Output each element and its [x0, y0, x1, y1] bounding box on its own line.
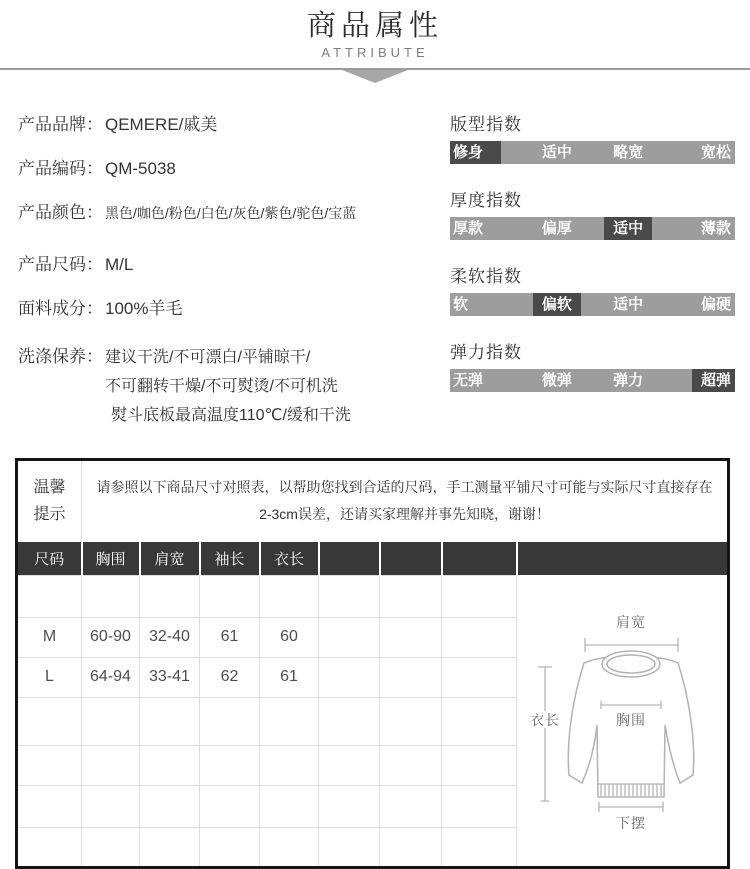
cell: 61	[260, 657, 319, 697]
cell: 60-90	[82, 617, 140, 657]
field-value: 100%羊毛	[105, 299, 183, 318]
cell	[82, 827, 140, 867]
index-option: 超弹	[692, 369, 735, 392]
field-colors	[18, 203, 450, 223]
cell	[442, 697, 517, 745]
field-label: 产品尺码：	[18, 255, 103, 274]
cell	[17, 697, 82, 745]
notice-label-line: 提示	[33, 506, 66, 524]
index-option: 微弹	[541, 372, 572, 389]
care-line: 建议干洗/不可漂白/平铺晾干/	[105, 349, 311, 366]
shoulder-measure-line	[585, 638, 678, 652]
cell	[200, 575, 260, 617]
table-header-row	[17, 542, 729, 576]
cell: L	[17, 657, 82, 697]
section-header	[0, 0, 750, 83]
cell	[319, 697, 380, 745]
cell: 60	[260, 617, 319, 657]
cell	[82, 745, 140, 785]
care-line: 熨斗底板最高温度110℃/缓和干洗	[111, 407, 351, 424]
cell	[380, 827, 442, 867]
index-bar	[450, 369, 735, 392]
cell	[140, 575, 200, 617]
cell: 62	[200, 657, 260, 697]
field-value: 黑色/咖色/粉色/白色/灰色/紫色/驼色/宝蓝	[105, 205, 357, 221]
cell	[319, 785, 380, 827]
cell	[17, 745, 82, 785]
column-header: 胸围	[82, 542, 140, 576]
index-option: 薄款	[700, 220, 731, 237]
cell	[200, 697, 260, 745]
product-info-panel	[18, 115, 450, 454]
length-measure-line	[538, 667, 552, 801]
field-brand	[18, 115, 450, 135]
cell	[82, 785, 140, 827]
cell: 33-41	[140, 657, 200, 697]
field-value: M/L	[105, 255, 134, 274]
column-header: 衣长	[260, 542, 319, 576]
size-chart-table	[15, 458, 730, 869]
field-code	[18, 159, 450, 179]
index-title: 厚度指数	[450, 191, 522, 210]
index-option: 弹力	[613, 372, 644, 389]
field-label: 洗涤保养：	[18, 347, 103, 366]
field-label: 产品颜色：	[18, 203, 103, 222]
cell	[260, 575, 319, 617]
diagram-label-bust: 胸围	[616, 712, 646, 729]
cell	[140, 827, 200, 867]
field-label: 产品品牌：	[18, 115, 103, 134]
cell: 61	[200, 617, 260, 657]
cell	[200, 785, 260, 827]
notice-text: 请参照以下商品尺寸对照表，以帮助您找到合适的尺码，手工测量平铺尺寸可能与实际尺寸直接存在2-3cm误差，还请买家理解并事先知晓，谢谢！	[96, 479, 713, 523]
cell	[380, 657, 442, 697]
main-content	[0, 115, 750, 454]
sweater-diagram	[517, 575, 729, 867]
cell	[260, 745, 319, 785]
cell: M	[17, 617, 82, 657]
index-bar	[450, 293, 735, 316]
cell: 32-40	[140, 617, 200, 657]
cell	[380, 785, 442, 827]
index-option: 适中	[613, 296, 644, 313]
column-header	[517, 542, 729, 576]
index-bar	[450, 141, 735, 164]
cell	[260, 827, 319, 867]
notice-label-line: 温馨	[33, 479, 66, 497]
down-arrow-icon	[342, 70, 408, 83]
field-care	[18, 343, 450, 430]
column-header	[380, 542, 442, 576]
diagram-label-hem: 下摆	[616, 815, 646, 832]
care-line: 不可翻转干燥/不可熨烫/不可机洗	[105, 378, 338, 395]
cell	[319, 575, 380, 617]
column-header	[319, 542, 380, 576]
cell	[442, 785, 517, 827]
cell	[442, 575, 517, 617]
notice-row	[17, 460, 729, 542]
cell	[82, 575, 140, 617]
cell	[319, 657, 380, 697]
index-option: 宽松	[700, 144, 731, 161]
cell	[380, 617, 442, 657]
page-title: 商品属性	[306, 10, 443, 42]
index-option: 略宽	[613, 144, 644, 161]
field-value: QM-5038	[105, 159, 176, 178]
cell	[17, 785, 82, 827]
cell	[319, 827, 380, 867]
index-bar	[450, 217, 735, 240]
cell	[380, 745, 442, 785]
field-value: QEMERE/戚美	[105, 115, 218, 134]
field-sizes	[18, 255, 450, 275]
cell	[442, 827, 517, 867]
field-label: 产品编码：	[18, 159, 103, 178]
care-instructions	[105, 343, 351, 430]
hem-measure-line	[599, 802, 663, 812]
index-group-thickness	[450, 191, 735, 240]
index-option: 修身	[450, 141, 501, 164]
column-header: 肩宽	[140, 542, 200, 576]
index-group-fit	[450, 115, 735, 164]
column-header: 尺码	[17, 542, 82, 576]
cell	[380, 575, 442, 617]
index-option: 适中	[604, 217, 652, 240]
size-chart-section	[15, 458, 750, 869]
index-group-softness	[450, 267, 735, 316]
diagram-label-shoulder: 肩宽	[616, 614, 646, 631]
index-title: 弹力指数	[450, 343, 522, 362]
index-title: 版型指数	[450, 115, 522, 134]
index-panel	[450, 115, 735, 454]
cell	[380, 697, 442, 745]
index-option: 厚款	[453, 220, 484, 237]
cell	[442, 745, 517, 785]
field-fabric	[18, 299, 450, 319]
cell	[140, 697, 200, 745]
cell	[17, 575, 82, 617]
cell	[200, 745, 260, 785]
field-label: 面料成分：	[18, 299, 103, 318]
index-option: 偏软	[533, 293, 581, 316]
cell	[442, 617, 517, 657]
page-subtitle: ATTRIBUTE	[321, 45, 429, 60]
cell	[319, 617, 380, 657]
cell	[17, 827, 82, 867]
index-option: 偏硬	[700, 296, 731, 313]
cell: 64-94	[82, 657, 140, 697]
cell	[140, 745, 200, 785]
cell	[200, 827, 260, 867]
column-header	[442, 542, 517, 576]
index-group-stretch	[450, 343, 735, 392]
cell	[82, 697, 140, 745]
index-option: 无弹	[453, 372, 484, 389]
diagram-label-length: 衣长	[530, 712, 560, 729]
index-option: 偏厚	[541, 220, 572, 237]
cell	[260, 785, 319, 827]
column-header: 袖长	[200, 542, 260, 576]
cell	[260, 697, 319, 745]
cell	[140, 785, 200, 827]
notice-label	[17, 460, 82, 542]
index-title: 柔软指数	[450, 267, 522, 286]
cell	[442, 657, 517, 697]
table-row	[17, 575, 729, 617]
collar-inner	[607, 655, 655, 673]
index-option: 软	[453, 296, 469, 313]
index-option: 适中	[541, 144, 572, 161]
cell	[319, 745, 380, 785]
